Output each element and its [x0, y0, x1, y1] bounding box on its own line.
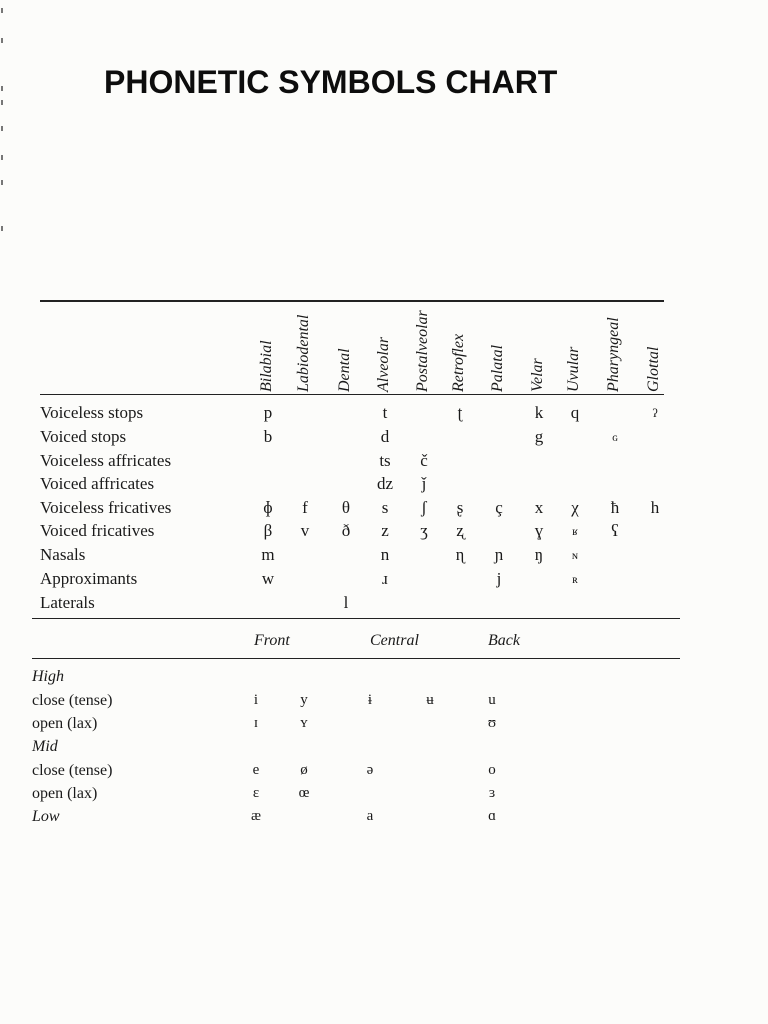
- col-header-glottal: Glottal: [645, 346, 662, 392]
- vowel-symbol-cell: æ: [250, 808, 261, 824]
- symbol-cell: ħ: [610, 498, 620, 517]
- symbol-cell: j: [496, 569, 502, 588]
- vowel-symbol-cell: ə: [366, 762, 374, 778]
- symbol-cell: χ: [571, 498, 579, 517]
- vowel-symbol-cell: ɪ: [253, 715, 259, 731]
- page-title: PHONETIC SYMBOLS CHART: [104, 64, 558, 100]
- page-edge-marks: [0, 0, 6, 260]
- vowel-col-back: Back: [488, 632, 520, 649]
- symbol-cell: p: [263, 403, 273, 422]
- vowel-symbol-cell: œ: [298, 785, 310, 801]
- symbol-cell: ʁ: [572, 524, 578, 538]
- vowel-col-central: Central: [370, 632, 419, 649]
- vowel-row-label: open (lax): [32, 785, 98, 802]
- symbol-cell: s: [381, 498, 389, 517]
- symbol-cell: x: [534, 498, 544, 517]
- symbol-cell: ŋ: [534, 545, 544, 564]
- symbol-cell: ɴ: [572, 548, 578, 562]
- consonant-header-rule: [40, 394, 664, 395]
- vowel-symbol-cell: ɑ: [488, 808, 496, 824]
- col-header-postalveolar: Postalveolar: [414, 310, 431, 392]
- row-label-laterals: Laterals: [40, 593, 95, 612]
- symbol-cell: dz: [376, 474, 394, 493]
- row-label-voiceless-stops: Voiceless stops: [40, 403, 144, 422]
- symbol-cell: b: [263, 427, 273, 446]
- vowel-row-label: Low: [32, 808, 60, 825]
- symbol-cell: t: [382, 403, 388, 422]
- symbol-cell: ɳ: [455, 545, 465, 564]
- vowel-row-label: High: [32, 668, 64, 685]
- row-label-voiceless-affricates: Voiceless affricates: [40, 451, 172, 470]
- symbol-cell: n: [380, 545, 390, 564]
- symbol-cell: d: [380, 427, 390, 446]
- col-header-dental: Dental: [336, 348, 353, 392]
- symbol-cell: ɲ: [494, 545, 504, 564]
- vowel-col-front: Front: [254, 632, 290, 649]
- vowel-symbol-cell: a: [366, 808, 374, 824]
- vowel-symbol-cell: ø: [300, 762, 308, 778]
- col-header-palatal: Palatal: [489, 344, 506, 392]
- vowel-symbol-cell: ɜ: [488, 785, 496, 801]
- symbol-cell: z: [381, 521, 389, 540]
- col-header-retroflex: Retroflex: [450, 333, 467, 392]
- symbol-cell: k: [534, 403, 544, 422]
- symbol-cell: f: [302, 498, 308, 517]
- symbol-cell: ʈ: [457, 403, 463, 422]
- symbol-cell: q: [570, 403, 580, 422]
- vowel-symbol-cell: o: [488, 762, 496, 778]
- vowel-symbol-cell: ʏ: [300, 715, 308, 731]
- col-header-velar: Velar: [529, 358, 546, 392]
- row-label-nasals: Nasals: [40, 545, 86, 564]
- symbol-cell: ʂ: [456, 498, 464, 517]
- vowel-symbol-cell: ʊ: [487, 715, 497, 731]
- vowel-symbol-cell: ɛ: [252, 785, 260, 801]
- vowel-symbol-cell: y: [300, 692, 308, 708]
- col-header-bilabial: Bilabial: [258, 340, 275, 392]
- row-label-voiced-stops: Voiced stops: [40, 427, 127, 446]
- vowel-symbol-cell: i: [253, 692, 259, 708]
- symbol-cell: g: [534, 427, 544, 446]
- consonant-top-rule: [40, 300, 664, 302]
- symbol-cell: v: [300, 521, 310, 540]
- symbol-cell: ɹ: [382, 569, 388, 588]
- vowel-row-label: open (lax): [32, 715, 98, 732]
- symbol-cell: ʔ: [652, 406, 658, 420]
- col-header-uvular: Uvular: [565, 346, 582, 392]
- row-label-voiceless-fricatives: Voiceless fricatives: [40, 498, 172, 517]
- symbol-cell: ǰ: [421, 474, 427, 493]
- symbol-cell: l: [343, 593, 349, 612]
- vowel-row-label: close (tense): [32, 692, 113, 709]
- symbol-cell: θ: [341, 498, 351, 517]
- symbol-cell: ɣ: [534, 521, 544, 540]
- symbol-cell: ʀ: [572, 572, 578, 586]
- col-header-alveolar: Alveolar: [375, 336, 392, 392]
- symbol-cell: ð: [341, 521, 351, 540]
- symbol-cell: ʕ: [611, 521, 619, 540]
- symbol-cell: ʒ: [420, 521, 428, 540]
- vowel-symbol-cell: ɨ: [367, 692, 373, 708]
- vowel-row-label: close (tense): [32, 762, 113, 779]
- consonant-bottom-rule: [32, 618, 680, 619]
- row-label-approximants: Approximants: [40, 569, 138, 588]
- col-header-pharyngeal: Pharyngeal: [605, 317, 622, 392]
- symbol-cell: ɢ: [612, 430, 618, 444]
- row-label-voiced-affricates: Voiced affricates: [40, 474, 155, 493]
- col-header-labiodental: Labiodental: [295, 314, 312, 392]
- symbol-cell: č: [420, 451, 428, 470]
- vowel-row-label: Mid: [32, 738, 58, 755]
- vowel-symbol-cell: u: [488, 692, 496, 708]
- vowel-header-rule: [32, 658, 680, 659]
- symbol-cell: ç: [495, 498, 503, 517]
- symbol-cell: ɸ: [263, 498, 273, 517]
- vowel-symbol-cell: ʉ: [426, 692, 434, 708]
- symbol-cell: m: [261, 545, 275, 564]
- symbol-cell: ʃ: [421, 498, 427, 517]
- symbol-cell: w: [261, 569, 275, 588]
- symbol-cell: ts: [379, 451, 391, 470]
- symbol-cell: ʐ: [456, 521, 464, 540]
- vowel-symbol-cell: e: [252, 762, 260, 778]
- row-label-voiced-fricatives: Voiced fricatives: [40, 521, 155, 540]
- symbol-cell: h: [650, 498, 660, 517]
- symbol-cell: β: [263, 521, 273, 540]
